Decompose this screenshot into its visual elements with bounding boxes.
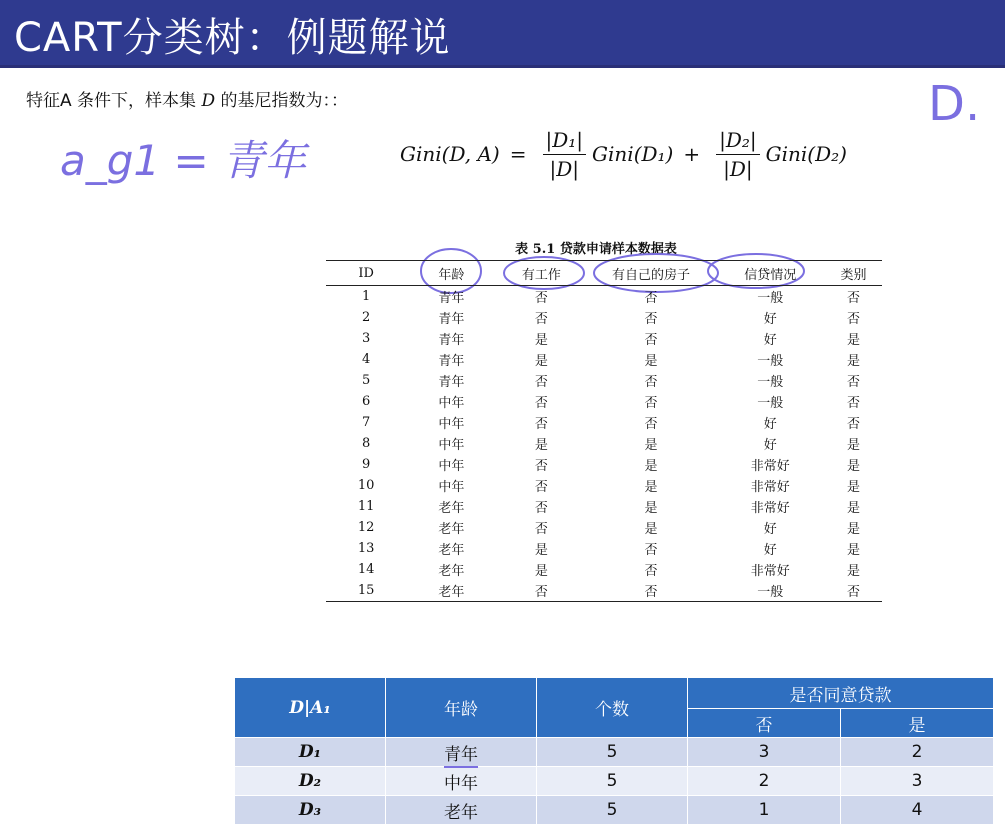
loan-table-cell: 一般 xyxy=(757,291,784,306)
loan-table-cell: 否 xyxy=(534,375,548,390)
summary-count: 5 xyxy=(537,738,688,767)
loan-table-cell: 中年 xyxy=(438,396,465,411)
loan-col-header: 信贷情况 xyxy=(715,261,825,286)
loan-table-cell: 好 xyxy=(763,333,777,348)
loan-table-cell: 是 xyxy=(847,333,861,348)
loan-table-cell: 是 xyxy=(847,543,861,558)
loan-table-cell: 是 xyxy=(847,522,861,537)
loan-table-cell: 是 xyxy=(847,438,861,453)
summary-no: 2 xyxy=(688,767,841,796)
loan-table-cell: 好 xyxy=(763,522,777,537)
loan-table-row xyxy=(326,286,882,308)
loan-table-cell: 好 xyxy=(763,417,777,432)
loan-table-cell: 否 xyxy=(847,312,861,327)
loan-table-row xyxy=(326,475,882,496)
loan-table-cell: 是 xyxy=(534,438,548,453)
loan-table-cell: 非常好 xyxy=(750,564,790,579)
loan-table-cell: 老年 xyxy=(438,543,465,558)
loan-table-cell: 否 xyxy=(534,396,548,411)
formula-lhs: Gini(D, A) xyxy=(400,142,500,166)
loan-table-row xyxy=(326,517,882,538)
loan-table-cell: 否 xyxy=(534,312,548,327)
loan-table-cell: 2 xyxy=(362,310,371,325)
loan-table-cell: 否 xyxy=(586,580,715,602)
loan-table-cell: 6 xyxy=(362,394,371,409)
loan-table-cell: 否 xyxy=(644,543,658,558)
intro-text xyxy=(26,86,348,111)
summary-count: 5 xyxy=(537,767,688,796)
formula-term-2: Gini(D₂) xyxy=(765,142,847,166)
loan-table-cell: 中年 xyxy=(438,459,465,474)
loan-table-cell: 5 xyxy=(362,373,371,388)
summary-d: D₃ xyxy=(235,796,386,825)
loan-table-cell: 否 xyxy=(644,417,658,432)
summary-age: 老年 xyxy=(386,796,537,825)
page-title: CART分类树：例题解说 xyxy=(14,15,451,61)
gini-formula xyxy=(400,118,847,190)
loan-table-cell: 中年 xyxy=(438,438,465,453)
intro-var: D xyxy=(201,91,216,111)
loan-table-row xyxy=(326,328,882,349)
loan-table-cell: 好 xyxy=(763,312,777,327)
loan-table-cell: 是 xyxy=(644,501,658,516)
loan-table-cell: 青年 xyxy=(438,354,465,369)
loan-table-cell: 是 xyxy=(534,564,548,579)
loan-table-row xyxy=(326,412,882,433)
loan-table-row xyxy=(326,370,882,391)
loan-table-header xyxy=(326,261,882,286)
loan-table-cell: 非常好 xyxy=(750,501,790,516)
col-count: 个数 xyxy=(537,678,688,738)
loan-table-row xyxy=(326,454,882,475)
col-yes: 是 xyxy=(841,709,994,738)
loan-table-cell: 否 xyxy=(534,291,548,306)
loan-table-cell: 否 xyxy=(644,291,658,306)
loan-table-cell: 15 xyxy=(326,580,406,602)
summary-yes: 3 xyxy=(841,767,994,796)
loan-table-cell: 11 xyxy=(357,499,375,514)
loan-table-cell: 是 xyxy=(847,480,861,495)
summary-yes: 2 xyxy=(841,738,994,767)
summary-d: D₂ xyxy=(235,767,386,796)
fraction-1-den: |D| xyxy=(549,156,580,181)
loan-table-cell: 是 xyxy=(534,543,548,558)
loan-table-cell: 是 xyxy=(847,354,861,369)
loan-table-cell: 否 xyxy=(644,564,658,579)
loan-table-cell: 14 xyxy=(357,562,375,577)
loan-table-caption: 表 5.1 贷款申请样本数据表 xyxy=(515,242,677,257)
summary-row xyxy=(235,738,994,767)
formula-term-1: Gini(D₁) xyxy=(592,142,674,166)
loan-table-cell: 是 xyxy=(534,354,548,369)
loan-table-cell: 4 xyxy=(362,352,371,367)
loan-table-cell: 9 xyxy=(362,457,371,472)
loan-col-header: ID xyxy=(326,261,406,286)
loan-table-cell: 是 xyxy=(847,459,861,474)
loan-table-cell: 好 xyxy=(763,438,777,453)
loan-table-cell: 否 xyxy=(534,480,548,495)
loan-col-header: 年龄 xyxy=(406,261,496,286)
loan-table-cell: 青年 xyxy=(438,375,465,390)
intro-prefix: 特征A 条件下，样本集 xyxy=(26,91,202,111)
loan-table-cell: 否 xyxy=(847,375,861,390)
loan-table-cell: 青年 xyxy=(438,333,465,348)
loan-table-cell: 中年 xyxy=(438,480,465,495)
loan-col-header: 类别 xyxy=(825,261,882,286)
loan-table-cell: 否 xyxy=(644,312,658,327)
formula-eq: = xyxy=(509,142,527,166)
fraction-2-num: |D₂| xyxy=(716,128,760,155)
loan-table-cell: 否 xyxy=(534,417,548,432)
loan-table-cell: 老年 xyxy=(438,564,465,579)
fraction-1-num: |D₁| xyxy=(543,128,587,155)
loan-table-cell: 否 xyxy=(644,396,658,411)
handwritten-note-left: a_g1 = 青年 xyxy=(60,136,307,185)
loan-table-cell: 一般 xyxy=(715,580,825,602)
loan-table-cell: 否 xyxy=(847,396,861,411)
loan-table-cell: 否 xyxy=(534,501,548,516)
col-d-a1: D|A₁ xyxy=(235,678,386,738)
loan-table-cell: 否 xyxy=(847,291,861,306)
loan-table-row xyxy=(326,559,882,580)
loan-table-cell: 否 xyxy=(825,580,882,602)
loan-table-cell: 一般 xyxy=(757,375,784,390)
loan-table-cell: 是 xyxy=(644,480,658,495)
summary-yes: 4 xyxy=(841,796,994,825)
loan-table-cell: 是 xyxy=(644,354,658,369)
summary-row xyxy=(235,796,994,825)
loan-table-cell: 是 xyxy=(847,501,861,516)
loan-table-cell: 1 xyxy=(362,289,371,304)
handwritten-note-right: D. xyxy=(928,76,981,132)
loan-table-row xyxy=(326,349,882,370)
loan-table-cell: 是 xyxy=(534,333,548,348)
loan-table-row xyxy=(326,391,882,412)
loan-table-cell: 7 xyxy=(362,415,371,430)
summary-no: 1 xyxy=(688,796,841,825)
loan-table-cell: 12 xyxy=(357,520,375,535)
summary-table xyxy=(234,677,994,825)
loan-table-cell: 否 xyxy=(644,375,658,390)
summary-row xyxy=(235,767,994,796)
fraction-2-den: |D| xyxy=(723,156,753,181)
loan-table-row xyxy=(326,496,882,517)
loan-table-cell: 13 xyxy=(357,541,375,556)
loan-table-cell: 一般 xyxy=(757,354,784,369)
loan-table-cell: 好 xyxy=(763,543,777,558)
fraction-2 xyxy=(716,128,760,181)
loan-table-row xyxy=(326,307,882,328)
loan-table-cell: 老年 xyxy=(406,580,496,602)
loan-table-cell: 老年 xyxy=(438,501,465,516)
loan-table-cell: 否 xyxy=(534,522,548,537)
loan-table xyxy=(326,260,882,602)
formula-plus: + xyxy=(683,142,701,166)
loan-table-cell: 8 xyxy=(362,436,371,451)
loan-table-cell: 非常好 xyxy=(750,480,790,495)
loan-col-header: 有工作 xyxy=(496,261,586,286)
loan-table-cell: 青年 xyxy=(438,291,465,306)
summary-age: 中年 xyxy=(386,767,537,796)
loan-table-cell: 否 xyxy=(847,417,861,432)
loan-table-cell: 是 xyxy=(644,438,658,453)
loan-table-cell: 3 xyxy=(362,331,371,346)
loan-table-row xyxy=(326,538,882,559)
loan-table-cell: 中年 xyxy=(438,417,465,432)
col-group-agree-loan: 是否同意贷款 xyxy=(688,678,994,709)
col-no: 否 xyxy=(688,709,841,738)
intro-suffix: 的基尼指数为：： xyxy=(215,91,348,111)
loan-table-cell: 非常好 xyxy=(750,459,790,474)
loan-table-cell: 是 xyxy=(644,522,658,537)
loan-col-header: 有自己的房子 xyxy=(586,261,715,286)
loan-table-cell: 否 xyxy=(644,333,658,348)
title-bar xyxy=(0,0,1005,68)
col-age: 年龄 xyxy=(386,678,537,738)
loan-table-cell: 青年 xyxy=(438,312,465,327)
summary-d: D₁ xyxy=(235,738,386,767)
summary-age: 青年 xyxy=(386,738,537,767)
loan-table-cell: 否 xyxy=(534,459,548,474)
loan-table-row xyxy=(326,433,882,454)
summary-count: 5 xyxy=(537,796,688,825)
fraction-1 xyxy=(543,128,587,181)
loan-data-table-image xyxy=(326,236,886,608)
loan-table-row xyxy=(326,580,882,602)
loan-table-cell: 一般 xyxy=(757,396,784,411)
loan-table-cell: 否 xyxy=(496,580,586,602)
summary-no: 3 xyxy=(688,738,841,767)
loan-table-cell: 老年 xyxy=(438,522,465,537)
loan-table-cell: 是 xyxy=(847,564,861,579)
loan-table-cell: 是 xyxy=(644,459,658,474)
loan-table-cell: 10 xyxy=(357,478,375,493)
